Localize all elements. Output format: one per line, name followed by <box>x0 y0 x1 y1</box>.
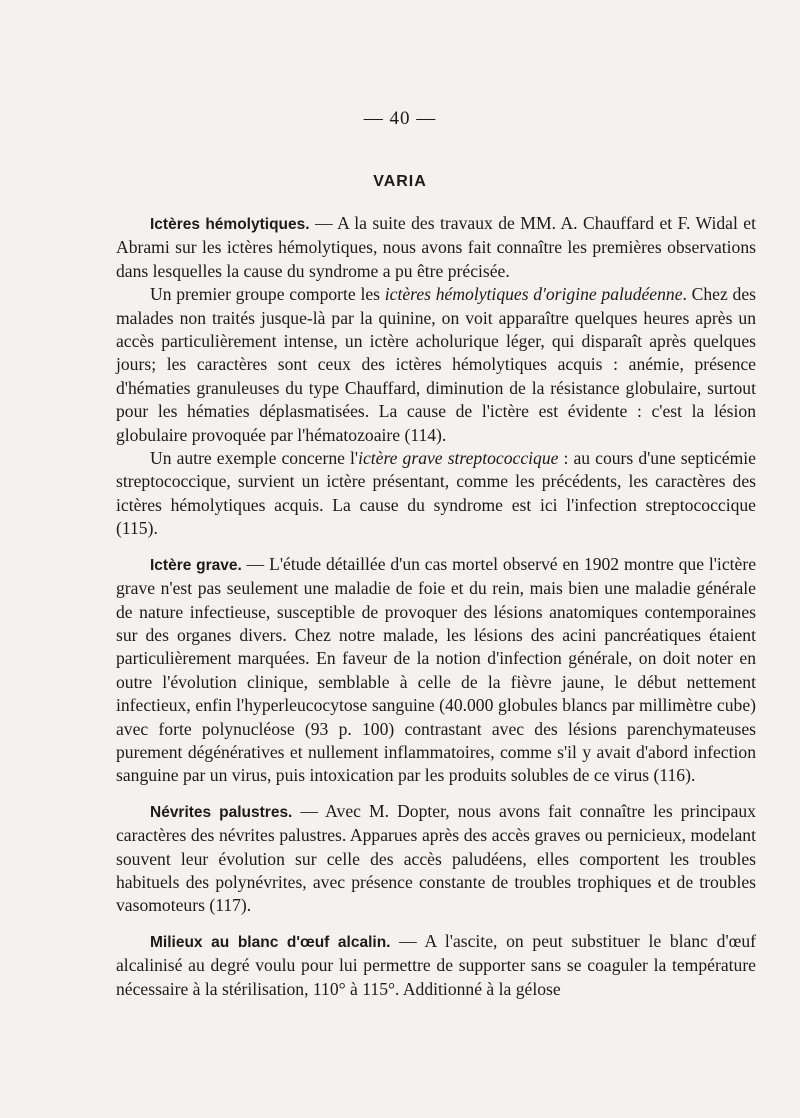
italic-term: ictère grave streptococcique <box>358 448 559 469</box>
body-text <box>116 212 756 1001</box>
paragraph-icteres-hemolytiques-2 <box>116 283 756 447</box>
page-number: — 40 — <box>363 108 437 129</box>
heading-ictere-grave: Ictère grave. <box>150 556 242 574</box>
italic-term: ictères hémolytiques d'origine paludéenne <box>384 284 683 305</box>
heading-icteres-hemolytiques: Ictères hémolytiques. <box>150 216 310 233</box>
heading-milieux-blanc-oeuf: Milieux au blanc d'œuf alcalin. <box>150 933 391 951</box>
paragraph-icteres-hemolytiques-3 <box>116 447 756 541</box>
paragraph-nevrites-palustres <box>116 800 756 918</box>
paragraph-ictere-grave <box>116 553 756 788</box>
paragraph-text: — A la suite des travaux de MM. A. Chauffard et F. Widal et Abrami sur les ictères hémolytiques, nous avons fait connaître les premières observations dans lesquelles la cause du syndrome a pu être précisée. <box>116 213 756 281</box>
paragraph-text: : au cours d'une septicémie streptococcique, survient un ictère présentant, comme les précédents, les caractères des ictères hémolytiques acquis. La cause du syndrome est ici l'infection streptococcique (115). <box>116 448 756 539</box>
paragraph-text: — L'étude détaillée d'un cas mortel observé en 1902 montre que l'ictère grave n'est pas seulement une maladie de foie et du rein, mais bien une maladie générale de nature infectieuse, susceptible de provoquer des lésions anatomiques contemporaines sur des organes divers. Chez notre malade, les lésions des acini pancréatiques étaient particulièrement marquées. En faveur de la notion d'infection générale, on doit noter en outre l'évolution clinique, semblable à celle de la fièvre jaune, le début nettement infectieux, enfin l'hyperleucocytose sanguine (40.000 globules blancs par millimètre cube) avec forte polynucléose (93 p. 100) contrastant avec des lésions parenchymateuses purement dégénératives et nullement inflammatoires, comme s'il y avait d'abord infection sanguine par un virus, puis intoxication par les produits solubles de ce virus (116). <box>116 553 756 786</box>
paragraph-text: Un premier groupe comporte les <box>150 284 385 305</box>
paragraph-text: — A l'ascite, on peut substituer le blanc d'œuf alcalinisé au degré voulu pour lui permettre de supporter sans se coaguler la température nécessaire à la stérilisation, 110° à 115°. Additionné à la gélose <box>116 930 756 999</box>
paragraph-text: — Avec M. Dopter, nous avons fait connaître les principaux caractères des névrites palustres. Apparues après des accès graves ou pernicieux, modelant souvent leur évolution sur celle des accès paludéens, elles comportent les troubles habituels des polynévrites, avec présence constante de troubles trophiques et de troubles vasomoteurs (117). <box>116 800 756 916</box>
paragraph-icteres-hemolytiques-1 <box>116 212 756 283</box>
paragraph-text: . Chez des malades non traités jusque-là par la quinine, on voit apparaître quelques heures après un accès particulièrement intense, un ictère acholurique léger, qui disparaît après quelques jours; les caractères sont ceux des ictères hémolytiques acquis : anémie, présence d'hématies granuleuses du type Chauffard, diminution de la résistance globulaire, surtout pour les hématies déplasmatisées. La cause de l'ictère est évidente : c'est la lésion globulaire provoquée par l'hématozoaire (114). <box>116 284 756 445</box>
heading-nevrites-palustres: Névrites palustres. <box>150 803 293 821</box>
section-title: VARIA <box>373 173 427 190</box>
paragraph-text: Un autre exemple concerne l' <box>150 448 359 469</box>
paragraph-milieux-blanc-oeuf <box>116 930 756 1001</box>
